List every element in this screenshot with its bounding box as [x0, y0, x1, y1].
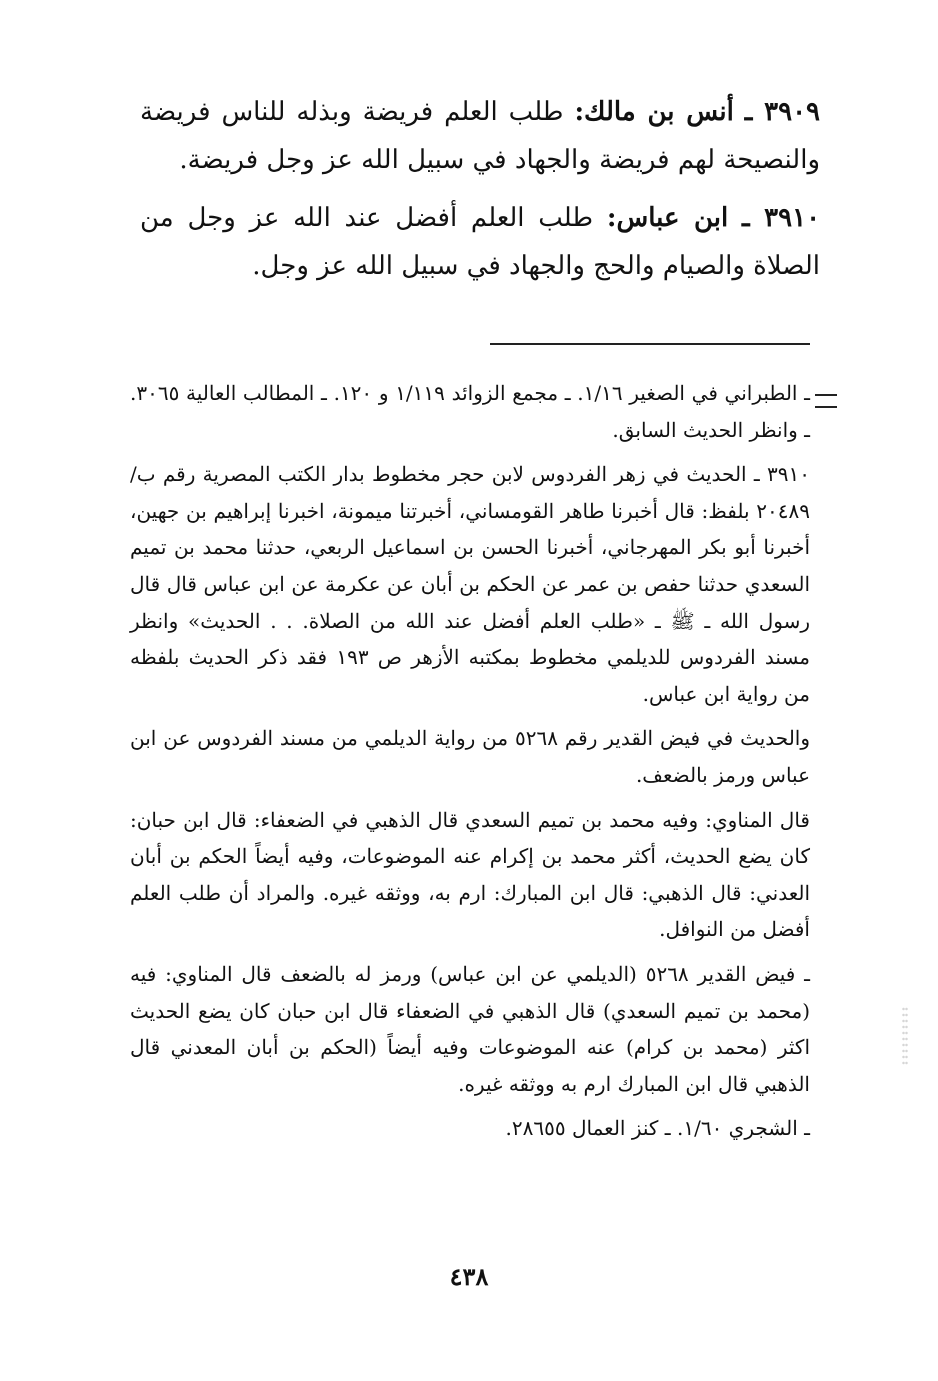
footnote-paragraph: قال المناوي: وفيه محمد بن تميم السعدي قال الذهبي في الضعفاء: قال ابن حبان: كان يضع الحديث، أكثر محمد بن إكرام عنه الموضوعات، وفيه أيضاً الحكم بن أبان العدني: قال الذهبي: قال ابن المبارك: ارم به، ووثقه غيره. والمراد أن طلب العلم أفضل من النوافل. [130, 807, 810, 942]
footnote-paragraph: والحديث في فيض القدير رقم ٥٢٦٨ من رواية الديلمي من مسند الفردوس عن ابن عباس ورمز بالضعف. [130, 726, 810, 787]
footnotes [130, 375, 810, 1155]
footnote-paragraph: ـ الطبراني في الصغير ١/١٦. ـ مجمع الزوائد ١/١١٩ و ١٢٠. ـ المطالب العالية ٣٠٦٥. ـ وانظر الحديث السابق. [130, 381, 811, 442]
main-text [140, 88, 820, 300]
scan-noise [902, 1006, 908, 1066]
entry-narrator: أنس بن مالك: [574, 97, 734, 127]
footnote-paragraph: ـ الشجري ١/٦٠. ـ كنز العمال ٢٨٦٥٥. [505, 1116, 810, 1141]
entry-number: ٣٩١٠ ـ [742, 203, 821, 233]
entry-text: طلب العلم فريضة وبذله للناس فريضة والنصيحة لهم فريضة والجهاد في سبيل الله عز وجل فريضة. [140, 97, 820, 175]
hadith-entry [140, 88, 820, 184]
entry-narrator: ابن عباس: [606, 203, 729, 233]
entry-number: ٣٩٠٩ ـ [744, 97, 821, 127]
hadith-entry [140, 194, 820, 290]
footnote-separator [490, 343, 810, 345]
footnote-paragraph: ٣٩١٠ ـ الحديث في زهر الفردوس لابن حجر مخطوط بدار الكتب المصرية رقم ب/٢٠٤٨٩ بلفظ: قال أخبرنا طاهر القومساني، أخبرتنا ميمونة، اخبرنا إبراهيم بن جهين، أخبرنا أبو بكر المهرجاني، أخبرنا الحسن بن اسماعيل الربعي، حدثنا محمد بن تميم السعدي حدثنا حفص بن عمر عن الحكم بن أبان عن عكرمة عن ابن عباس قال قال رسول الله ـ ﷺ ـ «طلب العلم أفضل عند الله من الصلاة. . . الحديث» وانظر مسند الفردوس للديلمي مخطوط بمكتبه الأزهر ص ١٩٣ فقد ذكر الحديث بلفظه من رواية ابن عباس. [130, 462, 810, 706]
footnote-paragraph: ـ فيض القدير ٥٢٦٨ (الديلمي عن ابن عباس) ورمز له بالضعف قال المناوي: فيه (محمد بن تميم السعدي) قال الذهبي في الضعفاء قال ابن حبان كان يضع الحديث اكثر (محمد بن كرام) عنه الموضوعات وفيه أيضاً (الحكم بن أبان المعدني قال الذهبي قال ابن المبارك ارم به ووثقه غيره. [130, 961, 810, 1096]
page-number: ٤٣٨ [449, 1262, 489, 1291]
continuation-mark [815, 394, 837, 408]
entry-text: طلب العلم أفضل عند الله عز وجل من الصلاة والصيام والحج والجهاد في سبيل الله عز وجل. [140, 203, 820, 281]
